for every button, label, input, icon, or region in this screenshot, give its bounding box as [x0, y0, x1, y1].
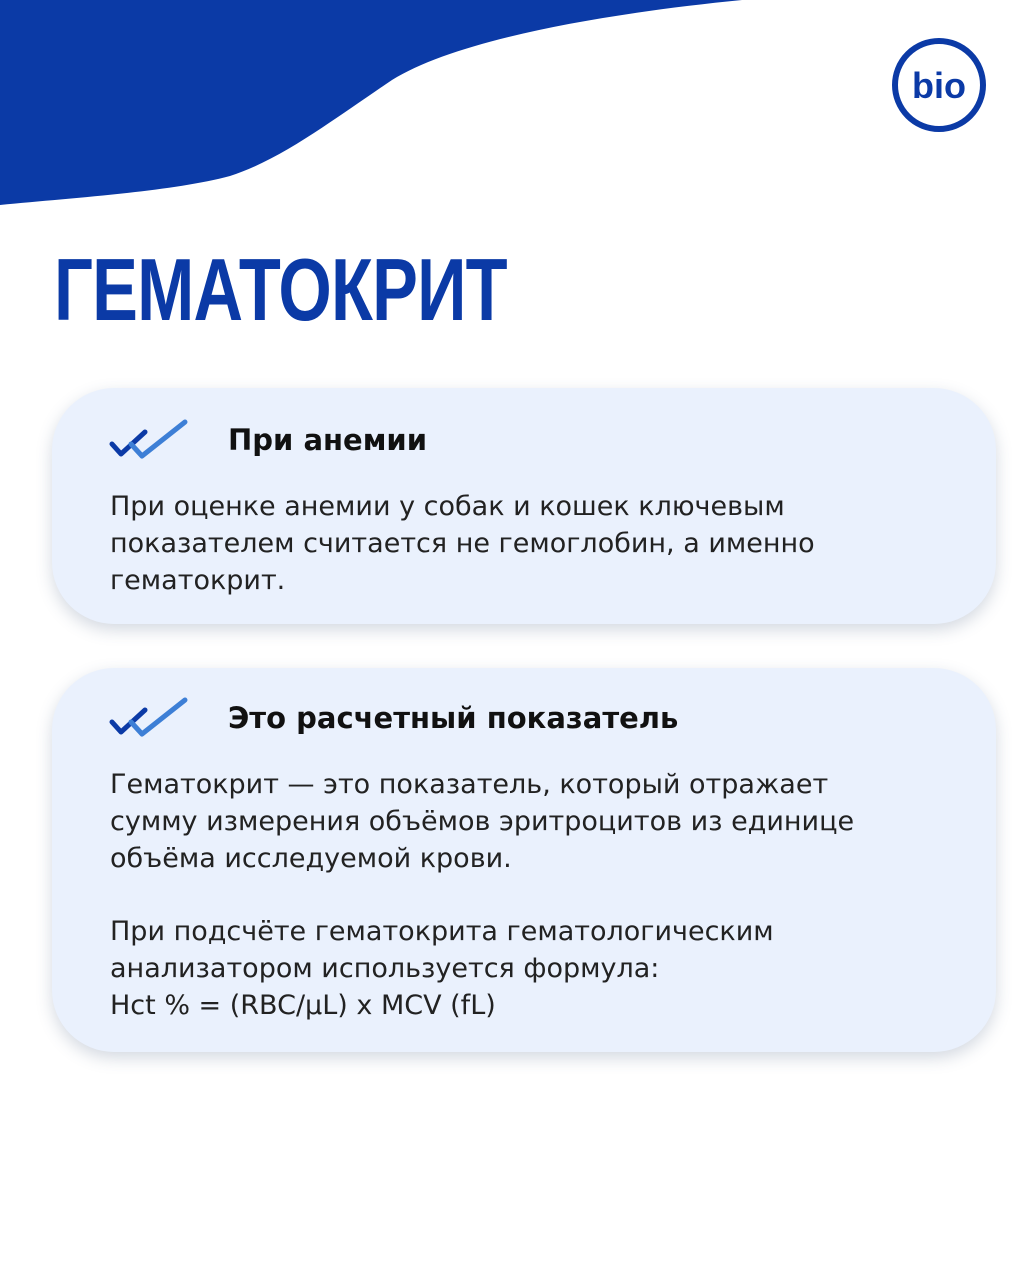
- header-wave-shape: [0, 0, 1024, 220]
- text-line: При оценке анемии у собак и кошек ключевым: [110, 491, 785, 522]
- text-line: анализатором используется формула:: [110, 953, 660, 984]
- formula-line: Hct % = (RBC/µL) x MCV (fL): [110, 990, 496, 1021]
- card-heading: Это расчетный показатель: [228, 701, 679, 735]
- double-check-icon: [109, 696, 189, 742]
- text-line: При подсчёте гематокрита гематологическим: [110, 916, 774, 947]
- formula-paragraph: [110, 913, 910, 1024]
- card-paragraph: [110, 488, 910, 599]
- info-card-anemia: [52, 388, 996, 624]
- page-title: ГЕМАТОКРИТ: [54, 240, 507, 339]
- logo-text: bio: [912, 65, 966, 106]
- card-paragraph: [110, 766, 910, 877]
- text-line: показателем считается не гемоглобин, а именно: [110, 528, 815, 559]
- text-line: гематокрит.: [110, 565, 286, 596]
- text-line: объёма исследуемой крови.: [110, 843, 512, 874]
- bio-logo: [891, 37, 987, 133]
- info-card-calculated: [52, 668, 996, 1052]
- text-line: Гематокрит — это показатель, который отражает: [110, 769, 829, 800]
- card-heading: При анемии: [228, 423, 428, 457]
- double-check-icon: [109, 418, 189, 464]
- text-line: сумму измерения объёмов эритроцитов из единице: [110, 806, 855, 837]
